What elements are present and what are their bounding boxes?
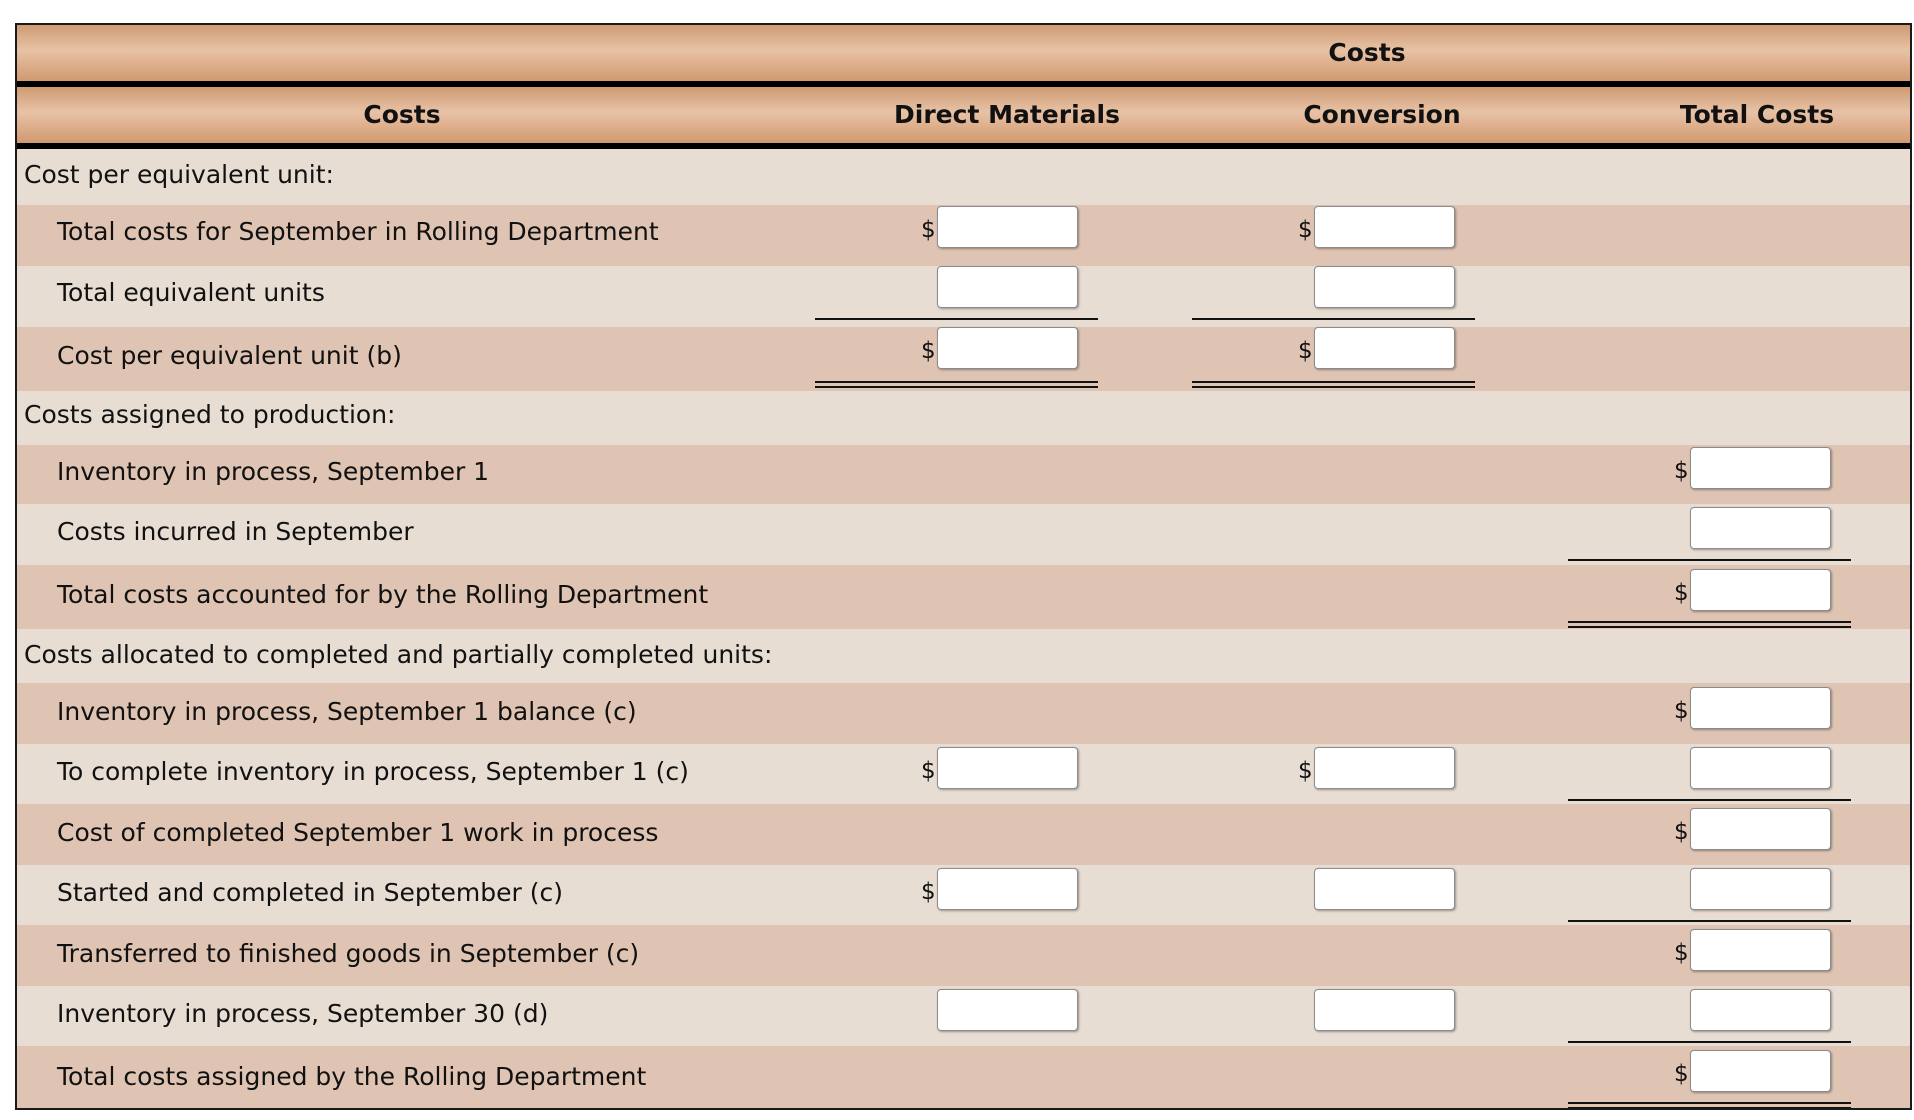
row-label-costs-incurred-september: Costs incurred in September (57, 517, 414, 546)
subtotal-line (1192, 318, 1475, 320)
total-double-line (1192, 381, 1475, 388)
row-label-to-complete-inventory: To complete inventory in process, September 1 (c) (57, 757, 689, 786)
total-inventory-sept30-input[interactable] (1690, 989, 1831, 1031)
dollar-sign: $ (1674, 580, 1689, 606)
total-inventory-balance-input[interactable] (1690, 687, 1831, 729)
dollar-sign: $ (1674, 1061, 1689, 1087)
subtotal-line (1568, 920, 1851, 922)
section-label-cost-per-equivalent-unit: Cost per equivalent unit: (24, 160, 334, 189)
dm-total-costs-input[interactable] (937, 206, 1078, 248)
row-label-cost-of-completed-wip: Cost of completed September 1 work in process (57, 818, 659, 847)
subtotal-line (1568, 799, 1851, 801)
row-label-total-costs-september: Total costs for September in Rolling Department (57, 217, 659, 246)
dm-equivalent-units-input[interactable] (937, 266, 1078, 308)
row-label-started-and-completed: Started and completed in September (c) (57, 878, 563, 907)
conv-equivalent-units-input[interactable] (1314, 266, 1455, 308)
total-started-completed-input[interactable] (1690, 868, 1831, 910)
total-transferred-input[interactable] (1690, 929, 1831, 971)
cost-table (15, 23, 1912, 1110)
row-label-inventory-september-30: Inventory in process, September 30 (d) (57, 999, 549, 1028)
conv-to-complete-input[interactable] (1314, 747, 1455, 789)
column-header-direct-materials: Direct Materials (894, 100, 1120, 129)
dm-to-complete-input[interactable] (937, 747, 1078, 789)
row-label-cost-per-equivalent-unit: Cost per equivalent unit (b) (57, 341, 402, 370)
section-label-costs-allocated: Costs allocated to completed and partially completed units: (24, 640, 773, 669)
row-label-total-costs-accounted: Total costs accounted for by the Rolling Department (57, 580, 709, 609)
total-inventory-sept1-input[interactable] (1690, 447, 1831, 489)
subtotal-line (1568, 559, 1851, 561)
row-label-inventory-september-1: Inventory in process, September 1 (57, 457, 490, 486)
dollar-sign: $ (1298, 758, 1313, 784)
column-header-conversion: Conversion (1303, 100, 1461, 129)
dollar-sign: $ (1674, 698, 1689, 724)
dollar-sign: $ (1674, 819, 1689, 845)
dm-started-completed-input[interactable] (937, 868, 1078, 910)
total-costs-incurred-input[interactable] (1690, 507, 1831, 549)
section-label-costs-assigned: Costs assigned to production: (24, 400, 396, 429)
header-group-title: Costs (1328, 38, 1406, 67)
total-to-complete-input[interactable] (1690, 747, 1831, 789)
conv-total-costs-input[interactable] (1314, 206, 1455, 248)
row-label-total-costs-assigned: Total costs assigned by the Rolling Department (57, 1062, 647, 1091)
total-double-line (815, 381, 1098, 388)
row-label-total-equivalent-units: Total equivalent units (57, 278, 325, 307)
dollar-sign: $ (1298, 338, 1313, 364)
dollar-sign: $ (1674, 458, 1689, 484)
total-double-line (1568, 621, 1851, 628)
dollar-sign: $ (921, 338, 936, 364)
conv-started-completed-input[interactable] (1314, 868, 1455, 910)
dollar-sign: $ (921, 758, 936, 784)
dollar-sign: $ (921, 879, 936, 905)
conv-inventory-sept30-input[interactable] (1314, 989, 1455, 1031)
total-double-line (1568, 1102, 1851, 1109)
conv-cost-per-unit-input[interactable] (1314, 327, 1455, 369)
total-costs-assigned-input[interactable] (1690, 1050, 1831, 1092)
row-label-inventory-balance: Inventory in process, September 1 balance (c) (57, 697, 637, 726)
dollar-sign: $ (1298, 217, 1313, 243)
dm-inventory-sept30-input[interactable] (937, 989, 1078, 1031)
dollar-sign: $ (1674, 940, 1689, 966)
header-group-row (17, 25, 1910, 81)
dm-cost-per-unit-input[interactable] (937, 327, 1078, 369)
total-cost-completed-wip-input[interactable] (1690, 808, 1831, 850)
column-header-total-costs: Total Costs (1679, 100, 1835, 129)
subtotal-line (815, 318, 1098, 320)
subtotal-line (1568, 1041, 1851, 1043)
row-label-transferred-to-finished-goods: Transferred to finished goods in September (c) (57, 939, 640, 968)
total-costs-accounted-input[interactable] (1690, 569, 1831, 611)
dollar-sign: $ (921, 217, 936, 243)
column-header-costs: Costs (363, 100, 441, 129)
